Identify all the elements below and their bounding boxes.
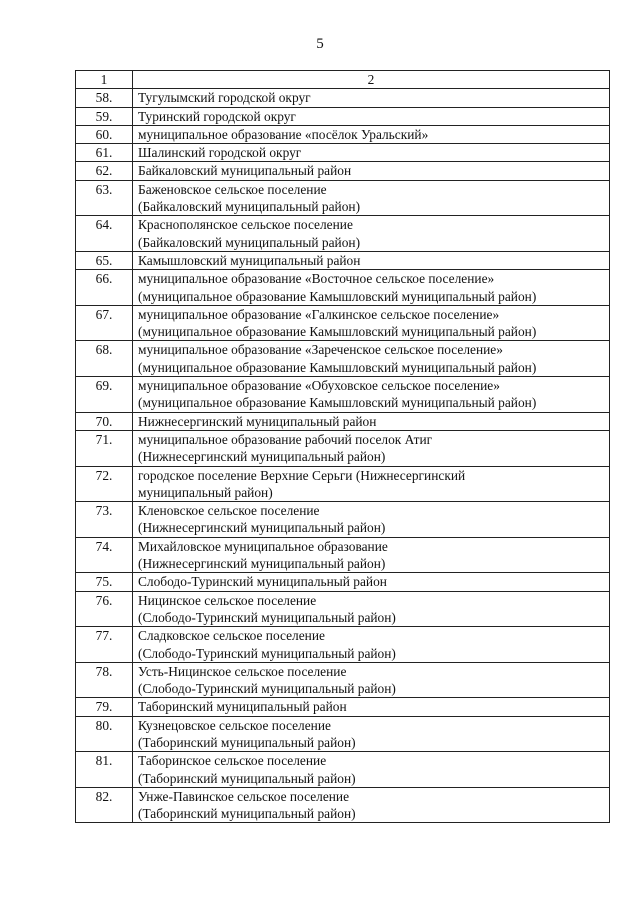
row-name-line-1: Таборинское сельское поселение — [138, 753, 327, 769]
table-row — [76, 537, 610, 573]
row-name-line-1: Таборинский муниципальный район — [138, 699, 347, 715]
row-name-cell — [133, 89, 610, 107]
row-name-cell — [133, 430, 610, 466]
row-name-line-1: Кузнецовское сельское поселение — [138, 717, 331, 733]
table-row — [76, 377, 610, 413]
table-row — [76, 573, 610, 591]
row-name-line-1: Унже-Павинское сельское поселение — [138, 788, 350, 804]
row-name-line-1: Усть-Ницинское сельское поселение — [138, 663, 347, 679]
table-row — [76, 787, 610, 823]
row-name-cell — [133, 305, 610, 341]
table-row — [76, 251, 610, 269]
table-row — [76, 752, 610, 788]
table-row — [76, 591, 610, 627]
row-name-line-1: Сладковское сельское поселение — [138, 628, 325, 644]
row-name-line-1: Слободо-Туринский муниципальный район — [138, 574, 387, 590]
row-name-line-1: Ницинское сельское поселение — [138, 592, 317, 608]
header-name-cell: 2 — [133, 71, 610, 89]
table-row — [76, 125, 610, 143]
row-number-cell: 63. — [76, 180, 133, 216]
row-name-line-2: (Таборинский муниципальный район) — [138, 770, 356, 786]
row-name-cell — [133, 716, 610, 752]
table-row — [76, 430, 610, 466]
row-number-cell: 67. — [76, 305, 133, 341]
row-number-cell: 59. — [76, 107, 133, 125]
row-name-line-1: Кленовское сельское поселение — [138, 503, 320, 519]
table-row — [76, 270, 610, 306]
table-row — [76, 412, 610, 430]
row-name-line-2: (Таборинский муниципальный район) — [138, 734, 356, 750]
row-name-cell — [133, 341, 610, 377]
table-row — [76, 305, 610, 341]
table-row — [76, 502, 610, 538]
row-name-line-1: Камышловский муниципальный район — [138, 252, 361, 268]
row-number-cell: 77. — [76, 627, 133, 663]
table-header-row — [76, 71, 610, 89]
row-number-cell: 65. — [76, 251, 133, 269]
row-name-line-2: (Слободо-Туринский муниципальный район) — [138, 681, 396, 697]
row-name-cell — [133, 698, 610, 716]
row-name-line-2: (Нижнесергинский муниципальный район) — [138, 556, 386, 572]
row-name-cell — [133, 412, 610, 430]
row-number-cell: 61. — [76, 144, 133, 162]
row-name-line-1: муниципальное образование «Галкинское сельское поселение» — [138, 306, 500, 322]
row-name-cell — [133, 573, 610, 591]
row-name-line-1: муниципальное образование «Восточное сельское поселение» — [138, 271, 495, 287]
row-name-cell — [133, 752, 610, 788]
table-row — [76, 716, 610, 752]
table-row — [76, 662, 610, 698]
row-number-cell: 71. — [76, 430, 133, 466]
row-name-line-1: муниципальное образование «Зареченское сельское поселение» — [138, 342, 503, 358]
row-number-cell: 75. — [76, 573, 133, 591]
row-name-line-2: (Нижнесергинский муниципальный район) — [138, 449, 386, 465]
row-number-cell: 82. — [76, 787, 133, 823]
row-number-cell: 76. — [76, 591, 133, 627]
table-row — [76, 627, 610, 663]
row-number-cell: 58. — [76, 89, 133, 107]
row-name-cell — [133, 591, 610, 627]
row-name-line-2: (Таборинский муниципальный район) — [138, 806, 356, 822]
table-row — [76, 107, 610, 125]
row-name-line-1: муниципальное образование «Обуховское сельское поселение» — [138, 378, 500, 394]
table-row — [76, 89, 610, 107]
municipal-list-table — [75, 70, 610, 823]
row-number-cell: 68. — [76, 341, 133, 377]
row-name-line-2: (муниципальное образование Камышловский муниципальный район) — [138, 359, 537, 375]
row-number-cell: 73. — [76, 502, 133, 538]
row-number-cell: 66. — [76, 270, 133, 306]
row-name-cell — [133, 125, 610, 143]
row-name-cell — [133, 377, 610, 413]
table-row — [76, 180, 610, 216]
row-name-line-1: Краснополянское сельское поселение — [138, 217, 353, 233]
row-name-line-2: (Слободо-Туринский муниципальный район) — [138, 609, 396, 625]
row-name-line-2: (Нижнесергинский муниципальный район) — [138, 520, 386, 536]
row-name-cell — [133, 787, 610, 823]
row-name-line-1: Байкаловский муниципальный район — [138, 163, 352, 179]
row-name-line-2: (муниципальное образование Камышловский муниципальный район) — [138, 324, 537, 340]
row-name-line-2: муниципальный район) — [138, 484, 273, 500]
row-name-line-2: (муниципальное образование Камышловский муниципальный район) — [138, 395, 537, 411]
row-name-cell — [133, 466, 610, 502]
row-number-cell: 60. — [76, 125, 133, 143]
row-number-cell: 62. — [76, 162, 133, 180]
row-name-cell — [133, 502, 610, 538]
row-name-cell — [133, 662, 610, 698]
row-name-cell — [133, 162, 610, 180]
row-name-cell — [133, 537, 610, 573]
row-name-cell — [133, 251, 610, 269]
row-name-line-1: муниципальное образование рабочий поселок Атиг — [138, 431, 433, 447]
table-row — [76, 698, 610, 716]
row-name-cell — [133, 144, 610, 162]
row-name-cell — [133, 270, 610, 306]
row-name-line-1: Баженовское сельское поселение — [138, 181, 327, 197]
row-number-cell: 80. — [76, 716, 133, 752]
row-number-cell: 79. — [76, 698, 133, 716]
row-name-cell — [133, 107, 610, 125]
table-row — [76, 466, 610, 502]
row-name-line-2: (Байкаловский муниципальный район) — [138, 234, 361, 250]
row-name-line-1: Тугулымский городской округ — [138, 90, 311, 106]
row-number-cell: 81. — [76, 752, 133, 788]
page-number: 5 — [316, 36, 324, 52]
row-name-line-1: городское поселение Верхние Серьги (Нижнесергинский — [138, 467, 466, 483]
table-row — [76, 341, 610, 377]
row-name-line-1: Туринский городской округ — [138, 108, 296, 124]
table-body — [76, 71, 610, 823]
row-number-cell: 74. — [76, 537, 133, 573]
row-name-line-1: муниципальное образование «посёлок Уральский» — [138, 126, 429, 142]
row-name-cell — [133, 627, 610, 663]
table-row — [76, 144, 610, 162]
row-name-line-2: (муниципальное образование Камышловский муниципальный район) — [138, 288, 537, 304]
row-number-cell: 72. — [76, 466, 133, 502]
header-number-cell: 1 — [76, 71, 133, 89]
row-number-cell: 70. — [76, 412, 133, 430]
row-name-line-2: (Байкаловский муниципальный район) — [138, 199, 361, 215]
table-row — [76, 162, 610, 180]
row-number-cell: 64. — [76, 216, 133, 252]
table-row — [76, 216, 610, 252]
row-name-line-1: Шалинский городской округ — [138, 145, 302, 161]
row-name-line-2: (Слободо-Туринский муниципальный район) — [138, 645, 396, 661]
row-name-line-1: Нижнесергинский муниципальный район — [138, 413, 377, 429]
row-number-cell: 78. — [76, 662, 133, 698]
row-number-cell: 69. — [76, 377, 133, 413]
row-name-line-1: Михайловское муниципальное образование — [138, 538, 388, 554]
row-name-cell — [133, 180, 610, 216]
row-name-cell — [133, 216, 610, 252]
